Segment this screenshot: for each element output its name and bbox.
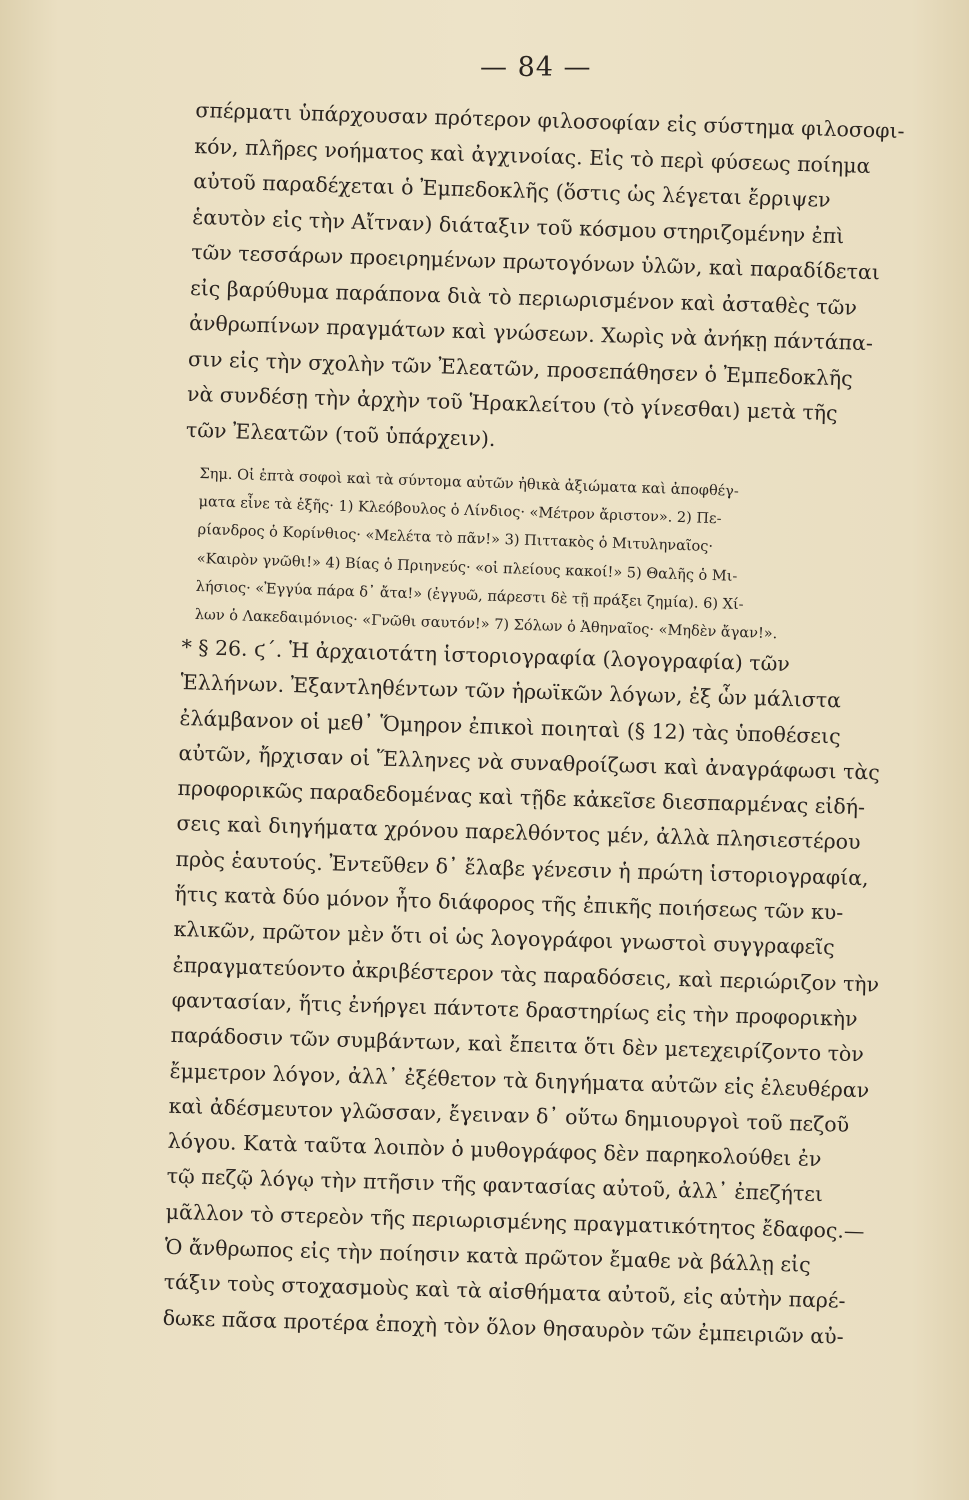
text-line: τῶν τεσσάρων προειρημένων πρωτογόνων ὑλῶν, καὶ παραδίδεται bbox=[190, 239, 881, 285]
footnote-line: «Καιρὸν γνῶθι!» 4) Βίας ὁ Πριηνεύς· «οἱ πλείους κακοί!» 5) Θαλῆς ὁ Μι- bbox=[196, 550, 738, 585]
text-line: ἀνθρωπίνων πραγμάτων καὶ γνώσεων. Χωρὶς νὰ ἀνήκῃ πάντάπα- bbox=[188, 310, 874, 356]
footnote-line: ματα εἶνε τὰ ἑξῆς· 1) Κλεόβουλος ὁ Λίνδιος· «Μέτρον ἄριστον». 2) Πε- bbox=[198, 494, 722, 528]
text-line: κλικῶν, πρῶτον μὲν ὅτι οἱ ὡς λογογράφοι γνωστοὶ συγγραφεῖς bbox=[173, 917, 835, 960]
text-line: σιν εἰς τὴν σχολὴν τῶν Ἐλεατῶν, προσεπάθησεν ὁ Ἐμπεδοκλῆς bbox=[187, 346, 854, 391]
text-line: πρὸς ἑαυτούς. Ἐντεῦθεν δ᾽ ἔλαβε γένεσιν ἡ πρώτη ἱστοριογραφία, bbox=[175, 846, 869, 891]
page-number: — 84 — bbox=[480, 52, 592, 83]
text-line: λόγου. Κατὰ ταῦτα λοιπὸν ὁ μυθογράφος δὲν παρηκολούθει ἐν bbox=[167, 1128, 822, 1172]
footnote-line: ρίανδρος ὁ Κορίνθιος· «Μελέτα τὸ πᾶν!» 3) Πιττακὸς ὁ Μιτυληναῖος· bbox=[197, 522, 714, 556]
text-line: Ὁ ἄνθρωπος εἰς τὴν ποίησιν κατὰ πρῶτον ἔμαθε νὰ βάλλῃ εἰς bbox=[164, 1234, 811, 1277]
paragraph-empedocles bbox=[185, 93, 910, 469]
text-line: κόν, πλῆρες νοήματος καὶ ἀγχινοίας. Εἰς τὸ περὶ φύσεως ποίημα bbox=[194, 133, 871, 178]
text-line: φαντασίαν, ἥτις ἐνήργει πάντοτε δραστηρίως εἰς τὴν προφορικὴν bbox=[171, 987, 858, 1031]
text-line: νὰ συνδέσῃ τὴν ἀρχὴν τοῦ Ἡρακλείτου (τὸ γίνεσθαι) μετὰ τῆς bbox=[186, 381, 838, 426]
text-line: ἑαυτὸν εἰς τὴν Αἴτναν) διάταξιν τοῦ κόσμου στηριζομένην ἐπὶ bbox=[191, 204, 845, 248]
text-line: προφορικῶς παραδεδομένας καὶ τῇδε κἀκεῖσε διεσπαρμένας εἰδή- bbox=[177, 776, 866, 820]
text-line: καὶ ἀδέσμευτον γλῶσσαν, ἔγειναν δ᾽ οὕτω δημιουργοὶ τοῦ πεζοῦ bbox=[168, 1093, 850, 1137]
footnote-seven-sages bbox=[194, 460, 914, 653]
section-26-historiography bbox=[162, 630, 911, 1356]
text-line: σπέρματι ὑπάρχουσαν πρότερον φιλοσοφίαν εἰς σύστημα φιλοσοφι- bbox=[195, 97, 905, 144]
text-line: μᾶλλον τὸ στερεὸν τῆς περιωρισμένης πραγματικότητος ἔδαφος.— bbox=[165, 1199, 865, 1244]
text-line: αὐτῶν, ἤρχισαν οἱ Ἕλληνες νὰ συναθροίζωσι καὶ ἀναγράφωσι τὰς bbox=[178, 740, 881, 785]
text-line: ἔμμετρον λόγον, ἀλλ᾽ ἐξέθετον τὰ διηγήματα αὐτῶν εἰς ἐλευθέραν bbox=[169, 1058, 870, 1102]
text-line: αὐτοῦ παραδέχεται ὁ Ἐμπεδοκλῆς (ὅστις ὡς λέγεται ἔρριψεν bbox=[193, 168, 831, 212]
text-line: ἐλάμβανον οἱ μεθ᾽ Ὅμηρον ἐπικοὶ ποιηταὶ (§ 12) τὰς ὑποθέσεις bbox=[179, 705, 841, 749]
text-line: εἰς βαρύθυμα παράπονα διὰ τὸ περιωρισμένον καὶ ἀσταθὲς τῶν bbox=[189, 275, 858, 320]
text-line: σεις καὶ διηγήματα χρόνου παρελθόντος μέν, ἀλλὰ πλησιεστέρου bbox=[176, 811, 861, 855]
text-line: ἐπραγματεύοντο ἀκριβέστερον τὰς παραδόσεις, καὶ περιώριζον τὴν bbox=[172, 952, 880, 997]
footnote-line: λήσιος· «Ἐγγύα πάρα δ᾽ ἄτα!» (ἐγγυῶ, πάρεστι δὲ τῇ πράξει ζημία). 6) Χί- bbox=[195, 578, 744, 613]
text-line: παράδοσιν τῶν συμβάντων, καὶ ἔπειτα ὅτι δὲν μετεχειρίζοντο τὸν bbox=[170, 1023, 865, 1067]
section-heading-line: * § 26. ϛ΄. Ἡ ἀρχαιοτάτη ἱστοριογραφία (λογογραφία) τῶν bbox=[181, 634, 791, 676]
text-line: τῶν Ἐλεατῶν (τοῦ ὑπάρχειν). bbox=[185, 417, 496, 451]
footnote-line: Σημ. Οἱ ἑπτὰ σοφοὶ καὶ τὰ σύντομα αὐτῶν ἠθικὰ ἀξιώματα καὶ ἀποφθέγ- bbox=[199, 465, 740, 500]
text-line: δωκε πᾶσα προτέρα ἐποχὴ τὸν ὅλον θησαυρὸν τῶν ἐμπειριῶν αὐ- bbox=[162, 1305, 844, 1349]
text-line: Ἑλλήνων. Ἐξαντληθέντων τῶν ἡρωϊκῶν λόγων, ἐξ ὧν μάλιστα bbox=[180, 670, 842, 713]
footnote-line: λων ὁ Λακεδαιμόνιος· «Γνῶθι σαυτόν!» 7) Σόλων ὁ Ἀθηναῖος· «Μηδὲν ἄγαν!». bbox=[194, 606, 778, 643]
text-line: τάξιν τοὺς στοχασμοὺς καὶ τὰ αἰσθήματα αὐτοῦ, εἰς αὐτὴν παρέ- bbox=[163, 1270, 846, 1314]
text-line: ἥτις κατὰ δύο μόνον ἦτο διάφορος τῆς ἐπικῆς ποιήσεως τῶν κυ- bbox=[174, 881, 844, 925]
text-line: τῷ πεζῷ λόγῳ τὴν πτῆσιν τῆς φαντασίας αὐτοῦ, ἀλλ᾽ ἐπεζήτει bbox=[166, 1164, 824, 1207]
